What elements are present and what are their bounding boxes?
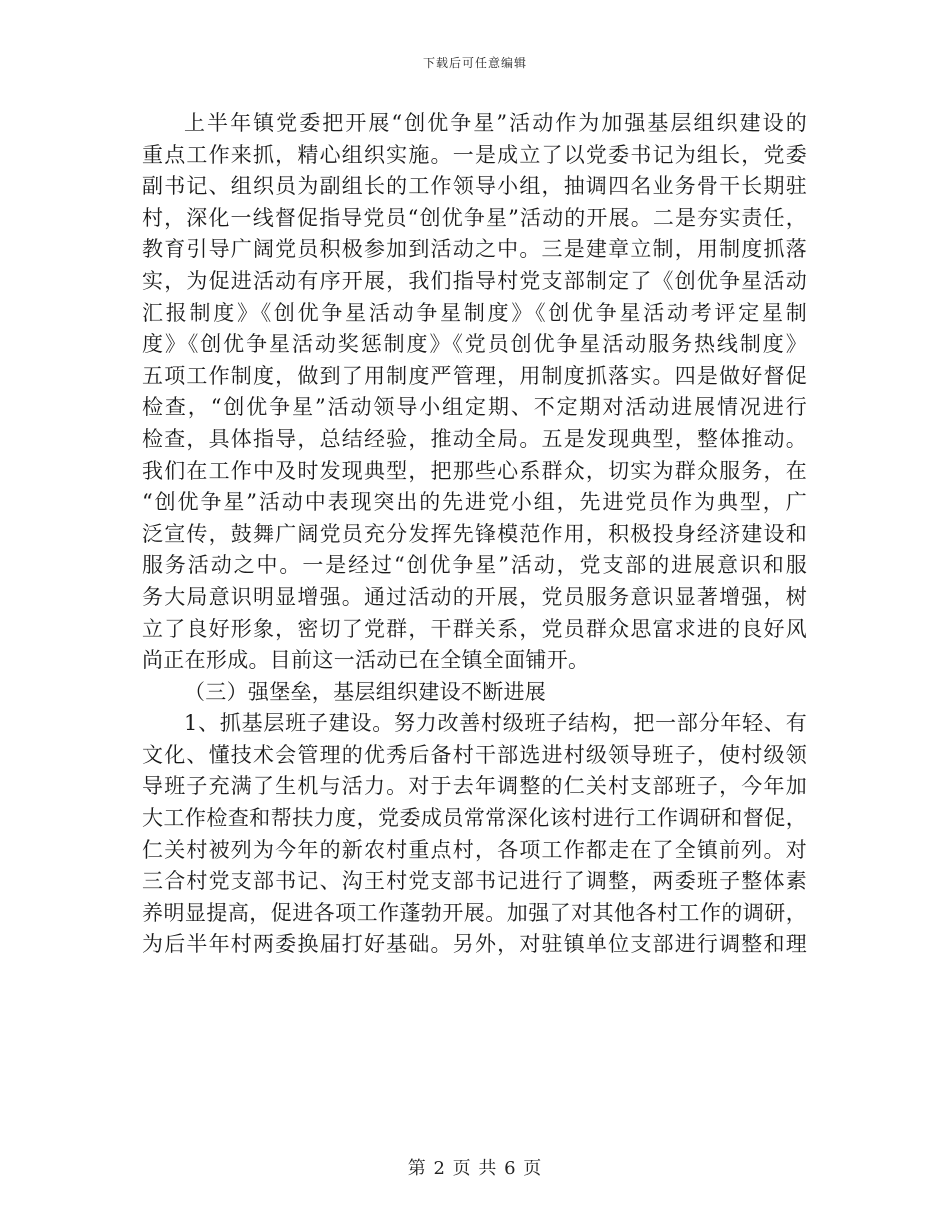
section-heading: （三）强堡垒，基层组织建设不断进展	[184, 679, 547, 704]
paragraph-line: 为后半年村两委换届打好基础。另外，对驻镇单位支部进行调整和理	[142, 932, 807, 957]
paragraph-2	[142, 708, 807, 961]
page-footer: 第 2 页 共 6 页	[407, 1158, 543, 1179]
document-body	[142, 108, 807, 961]
paragraph-line: 务大局意识明显增强。通过活动的开展，党员服务意识显著增强，树	[142, 584, 807, 609]
paragraph-line: 泛宣传，鼓舞广阔党员充分发挥先锋模范作用，积极投身经济建设和	[142, 521, 807, 546]
paragraph-line: 尚正在形成。目前这一活动已在全镇全面铺开。	[142, 648, 590, 673]
paragraph-line: 检查，“创优争星”活动领导小组定期、不定期对活动进展情况进行	[142, 395, 807, 420]
paragraph-line: 1、抓基层班子建设。努力改善村级班子结构，把一部分年轻、有	[184, 711, 807, 736]
paragraph-line: 五项工作制度，做到了用制度严管理，用制度抓落实。四是做好督促	[142, 363, 807, 388]
paragraph-line: 重点工作来抓，精心组织实施。一是成立了以党委书记为组长，党委	[142, 142, 807, 167]
paragraph-line: 文化、懂技术会管理的优秀后备村干部选进村级领导班子，使村级领	[142, 742, 807, 767]
paragraph-line: 导班子充满了生机与活力。对于去年调整的仁关村支部班子，今年加	[142, 774, 807, 799]
paragraph-line: 大工作检查和帮扶力度，党委成员常常深化该村进行工作调研和督促，	[142, 806, 807, 831]
paragraph-line: 副书记、组织员为副组长的工作领导小组，抽调四名业务骨干长期驻	[142, 174, 807, 199]
paragraph-1	[142, 108, 807, 677]
page-header: 下载后可任意编辑	[422, 56, 527, 70]
paragraph-line: 仁关村被列为今年的新农村重点村，各项工作都走在了全镇前列。对	[142, 837, 807, 862]
paragraph-line: 村，深化一线督促指导党员“创优争星”活动的开展。二是夯实责任，	[142, 205, 807, 230]
paragraph-line: 检查，具体指导，总结经验，推动全局。五是发现典型，整体推动。	[142, 426, 807, 451]
paragraph-line: 度》《创优争星活动奖惩制度》《党员创优争星活动服务热线制度》	[142, 332, 807, 357]
paragraph-line: 立了良好形象，密切了党群，干群关系，党员群众思富求进的良好风	[142, 616, 807, 641]
paragraph-line: 教育引导广阔党员积极参加到活动之中。三是建章立制，用制度抓落	[142, 237, 807, 262]
paragraph-line: 汇报制度》《创优争星活动争星制度》《创优争星活动考评定星制	[142, 300, 807, 325]
paragraph-line: 养明显提高，促进各项工作蓬勃开展。加强了对其他各村工作的调研，	[142, 900, 807, 925]
paragraph-line: 我们在工作中及时发现典型，把那些心系群众，切实为群众服务，在	[142, 458, 807, 483]
paragraph-line: 三合村党支部书记、沟王村党支部书记进行了调整，两委班子整体素	[142, 869, 807, 894]
paragraph-line: 实，为促进活动有序开展，我们指导村党支部制定了《创优争星活动	[142, 268, 807, 293]
paragraph-line: 服务活动之中。一是经过“创优争星”活动，党支部的进展意识和服	[142, 553, 807, 578]
paragraph-line: “创优争星”活动中表现突出的先进党小组，先进党员作为典型，广	[142, 490, 807, 515]
paragraph-line: 上半年镇党委把开展“创优争星”活动作为加强基层组织建设的	[184, 111, 807, 135]
